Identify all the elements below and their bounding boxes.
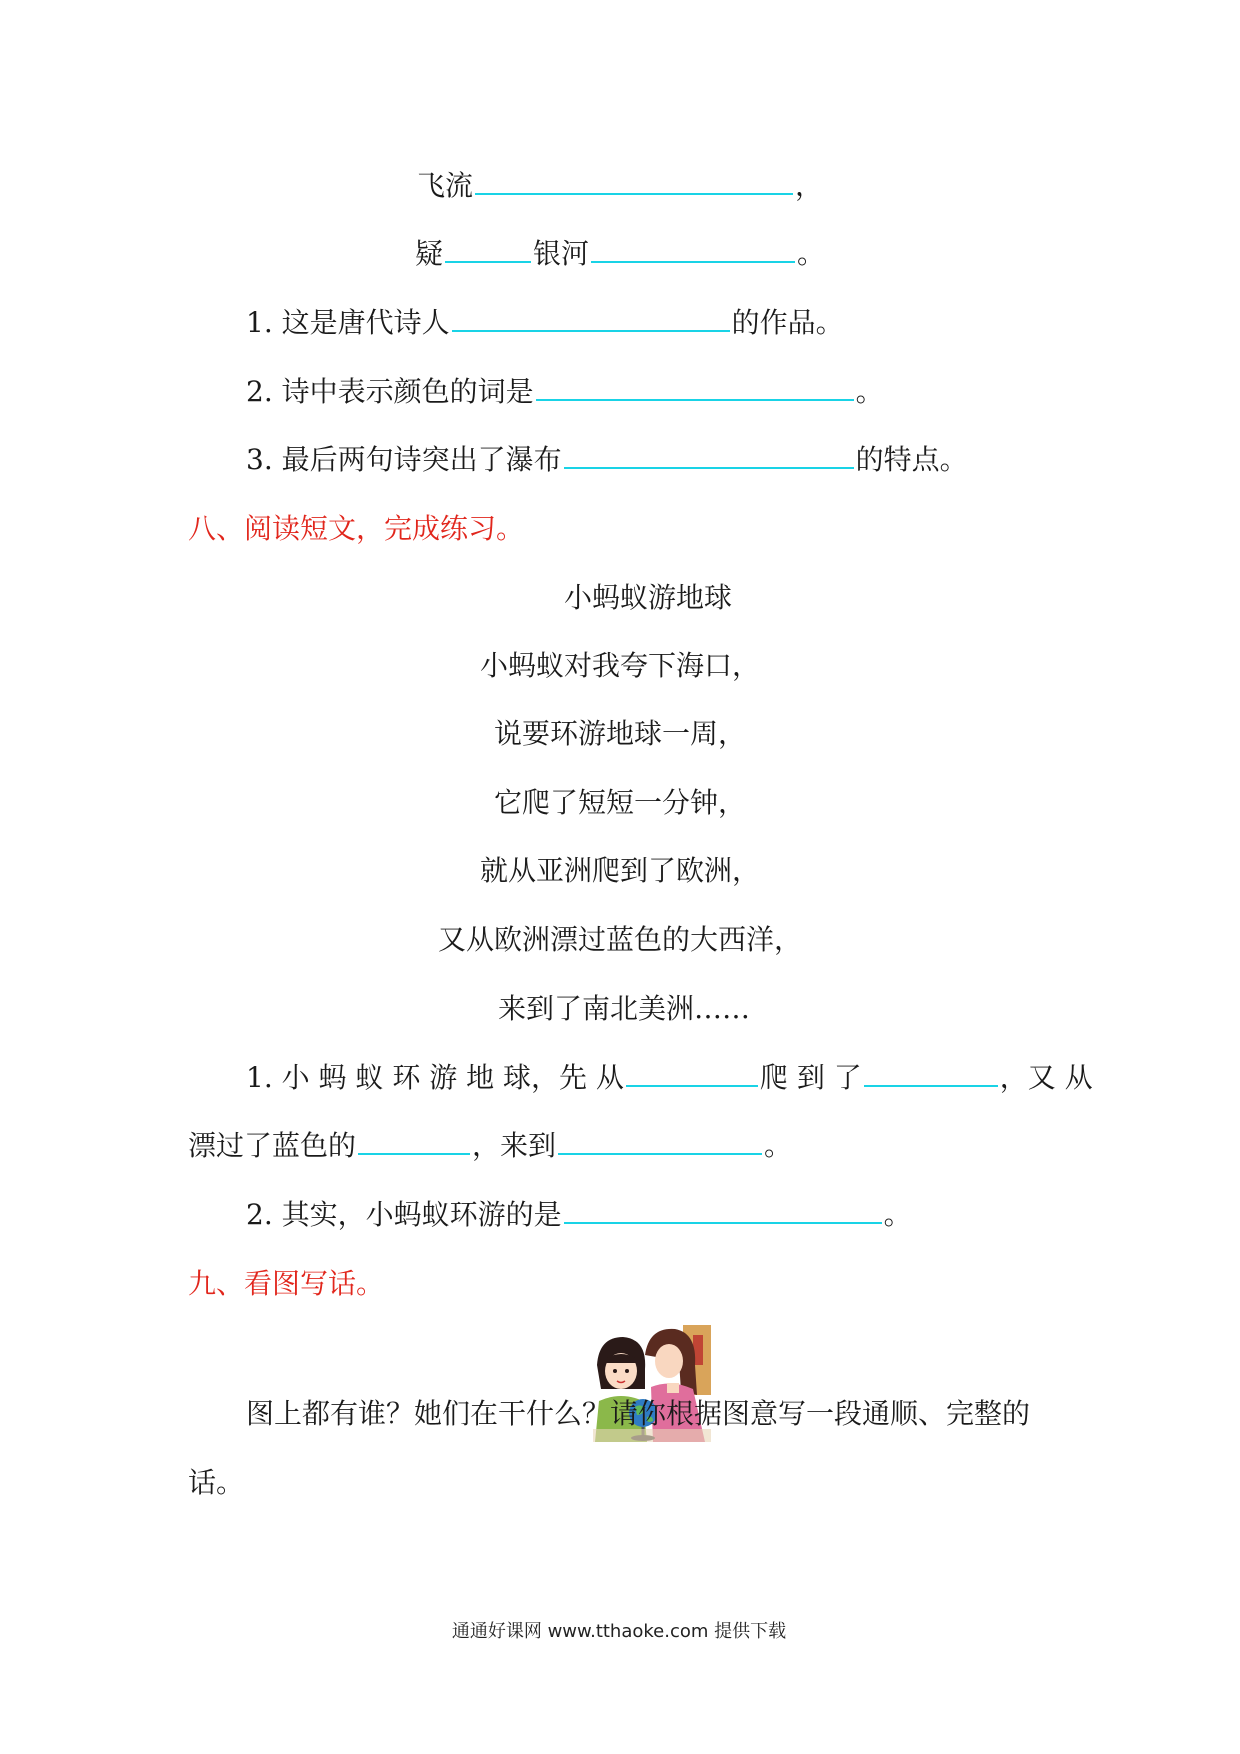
question-8-1-line-1	[246, 1058, 1093, 1098]
question-text: 爬 到 了	[759, 1061, 862, 1094]
blank-field[interactable]	[591, 235, 795, 263]
question-text: ，来到	[472, 1129, 557, 1162]
reading-line: 说要环游地球一周，	[493, 717, 746, 750]
reading-line: 小蚂蚁对我夸下海口，	[479, 649, 760, 682]
poem-line-2-start: 疑	[414, 237, 443, 270]
blank-field[interactable]	[864, 1059, 998, 1087]
question-7-3	[246, 440, 968, 480]
reading-line: 又从欧洲漂过蓝色的大西洋，	[437, 923, 802, 956]
question-text: 1. 这是唐代诗人	[246, 306, 450, 339]
blank-field[interactable]	[475, 167, 793, 195]
question-text: 的特点。	[855, 443, 968, 476]
blank-field[interactable]	[358, 1127, 470, 1155]
question-text: 。	[883, 1198, 912, 1231]
reading-line: 它爬了短短一分钟，	[493, 786, 746, 819]
section-8-heading: 八、阅读短文，完成练习。	[188, 512, 525, 545]
question-text: 。	[764, 1129, 793, 1162]
blank-field[interactable]	[558, 1127, 762, 1155]
blank-field[interactable]	[452, 304, 730, 332]
question-text: 的作品。	[731, 306, 844, 339]
blank-field[interactable]	[626, 1059, 758, 1087]
poem-line-2-end: 。	[797, 237, 826, 270]
footer-credit: 通通好课网 www.tthaoke.com 提供下载	[451, 1621, 787, 1642]
writing-prompt-line-1: 图上都有谁？她们在干什么？请你根据图意写一段通顺、完整的	[246, 1397, 1031, 1430]
question-8-2	[246, 1195, 912, 1235]
blank-field[interactable]	[564, 1196, 882, 1224]
poem-line-1-end: ，	[795, 169, 824, 202]
question-text: ，又 从	[999, 1061, 1093, 1094]
blank-field[interactable]	[536, 373, 854, 401]
poem-line-1-start: 飞流	[416, 169, 473, 202]
section-9-heading: 九、看图写话。	[188, 1267, 385, 1300]
poem-line-2	[0, 234, 1240, 274]
question-7-2	[246, 372, 884, 412]
poem-line-2-mid: 银河	[532, 237, 589, 270]
question-text: 2. 诗中表示颜色的词是	[246, 375, 534, 408]
writing-prompt-line-2: 话。	[188, 1466, 245, 1499]
question-text: 漂过了蓝色的	[188, 1129, 357, 1162]
blank-field[interactable]	[445, 235, 531, 263]
reading-line: 来到了南北美洲……	[497, 992, 750, 1025]
question-text: 3. 最后两句诗突出了瀑布	[246, 443, 562, 476]
question-text: 。	[855, 375, 884, 408]
blank-field[interactable]	[564, 441, 854, 469]
reading-line: 就从亚洲爬到了欧洲，	[479, 854, 760, 887]
question-8-1-line-2	[188, 1126, 792, 1166]
reading-title: 小蚂蚁游地球	[563, 581, 732, 614]
question-7-1	[246, 303, 844, 343]
question-text: 1. 小 蚂 蚁 环 游 地 球，先 从	[246, 1061, 624, 1094]
question-text: 2. 其实，小蚂蚁环游的是	[246, 1198, 562, 1231]
poem-line-1	[0, 166, 1240, 206]
